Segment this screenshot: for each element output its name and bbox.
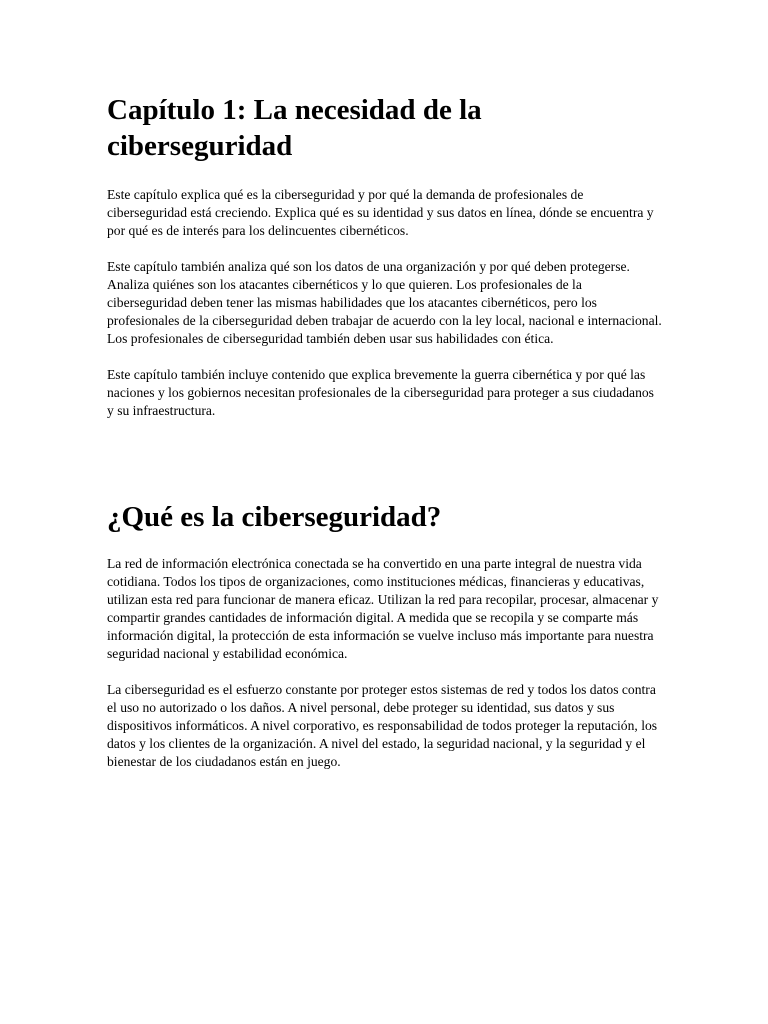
- paragraph: La red de información electrónica conectada se ha convertido en una parte integral de nuestra vida cotidiana. Todos los tipos de organizaciones, como instituciones médicas, financieras y educativas, utilizan esta red para funcionar de manera eficaz. Utilizan la red para recopilar, procesar, almacenar y compartir grandes cantidades de información digital. A medida que se recopila y se comparte más información digital, la protección de esta información se vuelve incluso más importante para nuestra seguridad nacional y estabilidad económica.: [107, 556, 659, 661]
- paragraph: La ciberseguridad es el esfuerzo constante por proteger estos sistemas de red y todos los datos contra el uso no autorizado o los daños. A nivel personal, debe proteger su identidad, sus datos y sus dispositivos informáticos. A nivel corporativo, es responsabilidad de todos proteger la reputación, los datos y los clientes de la organización. A nivel del estado, la seguridad nacional, y la seguridad y el bienestar de los ciudadanos están en juego.: [107, 682, 658, 769]
- section-chapter-1: [107, 92, 663, 420]
- document-page: [107, 92, 663, 771]
- paragraph: Este capítulo también analiza qué son los datos de una organización y por qué deben protegerse. Analiza quiénes son los atacantes cibernéticos y lo que quieren. Los profesionales de la ciberseguridad deben tener las mismas habilidades que los atacantes cibernéticos, pero los profesionales de la ciberseguridad deben trabajar de acuerdo con la ley local, nacional e internacional. Los profesionales de ciberseguridad también deben usar sus habilidades con ética.: [107, 259, 662, 346]
- paragraph: Este capítulo explica qué es la ciberseguridad y por qué la demanda de profesionales de ciberseguridad está creciendo. Explica qué es su identidad y sus datos en línea, dónde se encuentra y por qué es de interés para los delincuentes cibernéticos.: [107, 187, 654, 238]
- section-what-is-cybersecurity: [107, 499, 663, 771]
- section-heading: ¿Qué es la ciberseguridad?: [107, 501, 442, 533]
- paragraph: Este capítulo también incluye contenido que explica brevemente la guerra cibernética y por qué las naciones y los gobiernos necesitan profesionales de la ciberseguridad para proteger a sus ciudadanos y su infraestructura.: [107, 367, 654, 418]
- chapter-heading: Capítulo 1: La necesidad de la ciberseguridad: [107, 94, 482, 162]
